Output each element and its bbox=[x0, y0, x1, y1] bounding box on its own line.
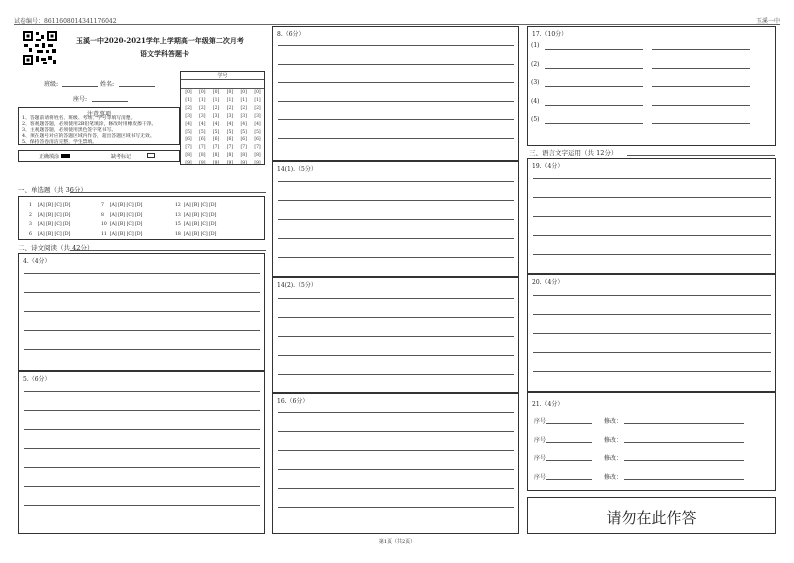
digit-bubble[interactable]: [0] bbox=[226, 90, 234, 95]
answer-line[interactable] bbox=[24, 486, 260, 487]
q21-fix-blank[interactable] bbox=[624, 423, 744, 424]
digit-bubble[interactable]: [7] bbox=[226, 145, 234, 151]
section2-divider bbox=[70, 250, 266, 251]
q21-fix-label: 修改： bbox=[604, 436, 623, 444]
digit-bubble[interactable]: [7] bbox=[199, 145, 206, 151]
digit-bubble[interactable]: [8] bbox=[199, 153, 206, 159]
note-item: 2、客观题答题，必须使用2B铅笔填涂，修改时用橡皮擦干净。 bbox=[22, 122, 157, 127]
answer-line[interactable] bbox=[533, 235, 771, 236]
q21-fix-blank[interactable] bbox=[624, 479, 744, 480]
digit-bubble[interactable]: [5] bbox=[199, 129, 206, 135]
answer-line[interactable] bbox=[533, 352, 771, 353]
digit-bubble[interactable]: [0] bbox=[199, 90, 206, 95]
digit-bubble[interactable]: [8] bbox=[212, 153, 220, 159]
digit-bubble[interactable]: [2] bbox=[226, 105, 234, 111]
digit-bubble[interactable]: [8] bbox=[240, 153, 247, 159]
answer-line[interactable] bbox=[533, 333, 771, 334]
q17-blank[interactable] bbox=[545, 105, 643, 106]
student-number-digit-column[interactable] bbox=[196, 89, 209, 168]
answer-line[interactable] bbox=[278, 257, 514, 258]
q21-seq-blank[interactable] bbox=[546, 460, 592, 461]
class-field[interactable] bbox=[62, 86, 98, 87]
answer-line[interactable] bbox=[278, 45, 514, 46]
q4-label: 4.（4分） bbox=[23, 258, 51, 265]
digit-bubble[interactable]: [3] bbox=[199, 113, 206, 119]
answer-line[interactable] bbox=[24, 391, 260, 392]
student-number-digit-column[interactable] bbox=[182, 89, 195, 168]
section3-divider bbox=[627, 155, 775, 156]
name-field[interactable] bbox=[119, 86, 155, 87]
digit-bubble[interactable]: [1] bbox=[254, 97, 261, 103]
q14-2-answer-box[interactable] bbox=[272, 277, 519, 393]
digit-bubble[interactable]: [8] bbox=[185, 153, 192, 159]
digit-bubble[interactable]: [2] bbox=[240, 105, 247, 111]
answer-line[interactable] bbox=[533, 197, 771, 198]
seat-label: 座号: bbox=[73, 96, 88, 103]
fill-example-box bbox=[18, 150, 180, 162]
q17-item-label: (2) bbox=[531, 60, 540, 68]
q17-blank[interactable] bbox=[652, 68, 750, 69]
q17-blank[interactable] bbox=[545, 86, 643, 87]
mc-column-1[interactable]: 1 [A] [B] [C] [D] 2 [A] [B] [C] [D] 3 [A] [B] [C] [D] 6 [A] [B] [C] [D] bbox=[29, 203, 71, 237]
digit-bubble[interactable]: [1] bbox=[185, 97, 192, 103]
digit-bubble[interactable]: [1] bbox=[199, 97, 206, 103]
digit-bubble[interactable]: [5] bbox=[254, 129, 261, 135]
q16-label: 16.（6分） bbox=[277, 398, 309, 405]
answer-line[interactable] bbox=[24, 448, 260, 449]
digit-bubble[interactable]: [9] bbox=[199, 161, 206, 167]
q17-item-label: (3) bbox=[531, 79, 540, 86]
digit-bubble[interactable]: [7] bbox=[254, 145, 261, 151]
digit-bubble[interactable]: [3] bbox=[185, 113, 192, 119]
name-label: 姓名: bbox=[100, 81, 115, 88]
answer-line[interactable] bbox=[278, 138, 514, 139]
q17-item-label: (1) bbox=[531, 42, 540, 49]
answer-line[interactable] bbox=[24, 273, 260, 274]
student-number-label: 学号 bbox=[217, 73, 228, 79]
digit-bubble[interactable]: [7] bbox=[212, 145, 220, 151]
q5-label: 5.（6分） bbox=[23, 376, 51, 383]
answer-line[interactable] bbox=[278, 374, 514, 375]
digit-bubble[interactable]: [2] bbox=[199, 105, 206, 111]
no-answer-text: 请勿在此作答 bbox=[606, 509, 697, 527]
answer-line[interactable] bbox=[278, 219, 514, 220]
q21-fix-label: 修改： bbox=[604, 473, 623, 481]
answer-line[interactable] bbox=[24, 505, 260, 506]
digit-bubble[interactable]: [2] bbox=[212, 105, 220, 111]
answer-line[interactable] bbox=[278, 101, 514, 102]
answer-line[interactable] bbox=[278, 181, 514, 182]
q21-seq-label: 序号 bbox=[534, 436, 547, 444]
q17-blank[interactable] bbox=[545, 49, 643, 50]
digit-bubble[interactable]: [6] bbox=[254, 137, 261, 143]
q8-answer-box[interactable] bbox=[272, 26, 519, 161]
digit-bubble[interactable]: [5] bbox=[226, 129, 234, 135]
student-number-digit-column[interactable] bbox=[237, 89, 250, 168]
digit-bubble[interactable]: [6] bbox=[226, 137, 234, 143]
mc-answer-box[interactable] bbox=[18, 196, 265, 240]
answer-line[interactable] bbox=[278, 450, 514, 451]
q20-label: 20.（4分） bbox=[532, 279, 564, 286]
q17-blank[interactable] bbox=[652, 123, 750, 124]
digit-bubble[interactable]: [9] bbox=[240, 161, 247, 167]
q21-seq-label: 序号 bbox=[534, 418, 547, 425]
q21-fix-label: 修改： bbox=[604, 418, 623, 425]
q17-label: 17.（10分） bbox=[532, 31, 568, 38]
answer-line[interactable] bbox=[24, 467, 260, 468]
digit-bubble[interactable]: [9] bbox=[185, 161, 192, 167]
digit-bubble[interactable]: [0] bbox=[212, 90, 220, 95]
digit-bubble[interactable]: [4] bbox=[212, 121, 220, 127]
section1-divider bbox=[70, 192, 266, 193]
digit-bubble[interactable]: [6] bbox=[212, 137, 220, 143]
answer-line[interactable] bbox=[278, 238, 514, 239]
student-number-digit-column[interactable] bbox=[251, 89, 264, 168]
answer-line[interactable] bbox=[24, 410, 260, 411]
digit-bubble[interactable]: [1] bbox=[240, 97, 247, 103]
digit-bubble[interactable]: [6] bbox=[185, 137, 192, 143]
grid-header-divider bbox=[181, 79, 264, 80]
digit-bubble[interactable]: [4] bbox=[199, 121, 206, 127]
digit-bubble[interactable]: [4] bbox=[226, 121, 234, 127]
q17-blank[interactable] bbox=[545, 123, 643, 124]
answer-line[interactable] bbox=[278, 507, 514, 508]
digit-bubble[interactable]: [1] bbox=[226, 97, 234, 103]
correct-fill-mark-icon bbox=[61, 154, 70, 158]
answer-line[interactable] bbox=[278, 317, 514, 318]
section3-title: 三、语言文字运用（共 12分） bbox=[529, 149, 618, 157]
answer-line[interactable] bbox=[533, 295, 771, 296]
answer-line[interactable] bbox=[278, 469, 514, 470]
answer-line[interactable] bbox=[278, 488, 514, 489]
q16-answer-box[interactable] bbox=[272, 393, 519, 534]
answer-line[interactable] bbox=[24, 429, 260, 430]
digit-bubble[interactable]: [9] bbox=[212, 161, 220, 167]
q14-1-label: 14(1).（5分） bbox=[277, 166, 317, 173]
section1-title: 一、单选题（共 36分） bbox=[18, 186, 87, 194]
digit-bubble[interactable]: [4] bbox=[240, 121, 247, 127]
q21-fix-label: 修改： bbox=[604, 455, 623, 462]
answer-line[interactable] bbox=[533, 314, 771, 315]
note-item: 5、保持答卷清洁完整，学生禁填。 bbox=[22, 140, 98, 145]
q17-blank[interactable] bbox=[652, 105, 750, 106]
digit-bubble[interactable]: [7] bbox=[185, 145, 192, 151]
answer-line[interactable] bbox=[278, 82, 514, 83]
digit-bubble[interactable]: [0] bbox=[254, 90, 261, 95]
qr-code-icon bbox=[22, 30, 58, 66]
digit-bubble[interactable]: [9] bbox=[226, 161, 234, 167]
section2-title: 二、诗文阅读（共 42分） bbox=[18, 244, 94, 252]
correct-fill-label: 正确填涂 bbox=[39, 154, 60, 160]
answer-line[interactable] bbox=[24, 330, 260, 331]
exam-id: 试卷编号：8611608014341176042 bbox=[14, 18, 117, 25]
digit-bubble[interactable]: [6] bbox=[240, 137, 247, 143]
q5-answer-box[interactable] bbox=[18, 371, 265, 534]
answer-line[interactable] bbox=[278, 412, 514, 413]
answer-line[interactable] bbox=[278, 298, 514, 299]
digit-bubble[interactable]: [2] bbox=[254, 105, 261, 111]
q21-seq-label: 序号 bbox=[534, 455, 547, 462]
header-divider bbox=[14, 24, 780, 25]
absent-checkbox[interactable] bbox=[147, 153, 155, 158]
digit-bubble[interactable]: [8] bbox=[226, 153, 234, 159]
digit-bubble[interactable]: [5] bbox=[185, 129, 192, 135]
digit-bubble[interactable]: [5] bbox=[212, 129, 220, 135]
absent-label: 缺考标记 bbox=[111, 154, 132, 160]
mc-column-3[interactable]: 12 [A] [B] [C] [D] 13 [A] [B] [C] [D] 15 [A] [B] [C] [D] 18 [A] [B] [C] [D] bbox=[175, 203, 217, 237]
q4-answer-box[interactable] bbox=[18, 253, 265, 371]
digit-bubble[interactable]: [7] bbox=[240, 145, 247, 151]
q21-label: 21.（4分） bbox=[532, 401, 564, 408]
exam-subtitle: 语文学科答题卡 bbox=[140, 49, 189, 58]
exam-title: 玉溪一中2020-2021学年上学期高一年级第二次月考 bbox=[76, 36, 244, 45]
page-footer: 第1页（共2页） bbox=[378, 539, 416, 545]
note-item: 3、主观题答题，必须使用黑色签字笔书写。 bbox=[22, 128, 117, 133]
q21-seq-label: 序号 bbox=[534, 473, 547, 481]
student-number-digit-column[interactable] bbox=[210, 89, 223, 168]
q19-label: 19.（4分） bbox=[532, 163, 564, 170]
digit-bubble[interactable]: [3] bbox=[254, 113, 261, 119]
q14-2-label: 14(2).（5分） bbox=[277, 282, 317, 289]
q21-seq-blank[interactable] bbox=[546, 479, 592, 480]
digit-bubble[interactable]: [5] bbox=[240, 129, 247, 135]
digit-bubble[interactable]: [9] bbox=[254, 161, 261, 167]
answer-line[interactable] bbox=[24, 292, 260, 293]
answer-line[interactable] bbox=[278, 119, 514, 120]
answer-line[interactable] bbox=[278, 355, 514, 356]
student-number-digit-column[interactable] bbox=[223, 89, 236, 168]
digit-bubble[interactable]: [4] bbox=[185, 121, 192, 127]
note-item: 1、答题前请将姓名、班级、考场、学号等填写清楚。 bbox=[22, 116, 136, 121]
answer-line[interactable] bbox=[24, 311, 260, 312]
digit-bubble[interactable]: [3] bbox=[226, 113, 234, 119]
seat-field[interactable] bbox=[92, 101, 128, 102]
answer-line[interactable] bbox=[278, 336, 514, 337]
answer-line[interactable] bbox=[533, 216, 771, 217]
mc-column-2[interactable]: 7 [A] [B] [C] [D] 8 [A] [B] [C] [D] 10 [A] [B] [C] [D] 11 [A] [B] [C] [D] bbox=[101, 203, 143, 237]
q21-seq-blank[interactable] bbox=[546, 442, 592, 443]
q21-fix-blank[interactable] bbox=[624, 442, 744, 443]
digit-bubble[interactable]: [0] bbox=[185, 90, 192, 95]
q8-label: 8.（6分） bbox=[277, 31, 305, 38]
q21-seq-blank[interactable] bbox=[546, 423, 592, 424]
answer-line[interactable] bbox=[533, 254, 771, 255]
answer-line[interactable] bbox=[278, 200, 514, 201]
answer-line[interactable] bbox=[278, 431, 514, 432]
notes-list bbox=[22, 116, 156, 146]
q17-blank[interactable] bbox=[652, 49, 750, 50]
no-answer-zone bbox=[527, 497, 776, 534]
digit-bubble[interactable]: [0] bbox=[240, 90, 247, 95]
answer-line[interactable] bbox=[24, 349, 260, 350]
notes-title: 注意事项 bbox=[86, 111, 111, 118]
digit-bubble[interactable]: [1] bbox=[212, 97, 220, 103]
school-name-top: 玉溪一中 bbox=[755, 18, 780, 25]
class-label: 班级: bbox=[44, 81, 59, 88]
answer-line[interactable] bbox=[533, 178, 771, 179]
q17-blank[interactable] bbox=[545, 68, 643, 69]
digit-bubble[interactable]: [3] bbox=[240, 113, 247, 119]
q21-fix-blank[interactable] bbox=[624, 460, 744, 461]
digit-bubble[interactable]: [3] bbox=[212, 113, 220, 119]
note-item: 4、须在题号对应的答题区域内作答，超出答题区域书写无效。 bbox=[22, 134, 155, 139]
answer-line[interactable] bbox=[278, 64, 514, 65]
digit-bubble[interactable]: [8] bbox=[254, 153, 261, 159]
q17-item-label: (4) bbox=[531, 97, 540, 105]
digit-bubble[interactable]: [4] bbox=[254, 121, 261, 127]
digit-bubble[interactable]: [2] bbox=[185, 105, 192, 111]
digit-bubble[interactable]: [6] bbox=[199, 137, 206, 143]
notes-box bbox=[18, 107, 180, 145]
q17-blank[interactable] bbox=[652, 86, 750, 87]
q17-item-label: (5) bbox=[531, 116, 540, 123]
answer-line[interactable] bbox=[533, 371, 771, 372]
